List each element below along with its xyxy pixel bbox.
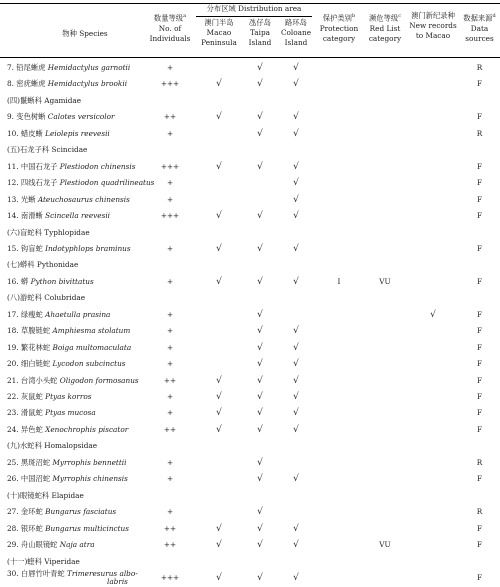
table-row [0, 422, 500, 439]
species-name: 11. 中国石龙子 Plestiodon chinensis [7, 161, 136, 171]
redlist-cell [363, 126, 407, 143]
abundance-cell: ++ [163, 375, 177, 385]
redlist-cell [363, 471, 407, 488]
family-row [0, 142, 500, 159]
newrecord-cell [407, 405, 459, 422]
family-label: (七)蟒科 Pythonidae [7, 260, 79, 270]
macao-cell: √ [216, 243, 222, 254]
coloane-cell: √ [293, 79, 299, 90]
coloane-cell: √ [293, 161, 299, 172]
abundance-cell: + [166, 474, 174, 484]
table-row [0, 208, 500, 225]
coloane-cell: √ [293, 243, 299, 254]
macao-cell: √ [216, 540, 222, 551]
species-name: 29. 舟山眼镜蛇 Naja atra [7, 540, 95, 550]
redlist-cell [363, 323, 407, 340]
abundance-cell: + [166, 63, 174, 72]
taipa-cell: √ [257, 375, 263, 386]
family-label: (十一)蝰科 Viperidae [7, 556, 80, 566]
taipa-cell: √ [257, 276, 263, 287]
table-row [0, 60, 500, 77]
protection-cell [315, 356, 363, 373]
redlist-cell [363, 405, 407, 422]
abundance-cell: ++ [163, 523, 177, 533]
macao-cell: √ [216, 392, 222, 402]
species-name: 15. 钩盲蛇 Indotyphlops braminus [7, 243, 131, 253]
datasource-cell: F [476, 243, 483, 253]
species-name: 28. 银环蛇 Bungarus multicinctus [7, 523, 129, 533]
taipa-cell: √ [257, 408, 263, 419]
taipa-cell: √ [257, 161, 263, 172]
taipa-cell: √ [257, 507, 263, 518]
abundance-cell: + [166, 309, 174, 319]
protection-cell [315, 307, 363, 324]
header-taipa: 氹仔岛 Taipa Island [248, 18, 272, 48]
table-row [0, 241, 500, 258]
taipa-cell: √ [257, 474, 263, 485]
abundance-cell: ++ [163, 112, 177, 122]
newrecord-cell [407, 504, 459, 521]
header-redlist: 濒危等级$^c$ Red List category [368, 13, 402, 43]
species-name: 14. 南滑蜥 Scincella reevesii [7, 211, 110, 221]
datasource-cell: F [476, 375, 483, 385]
datasource-cell: F [476, 112, 483, 122]
protection-cell [315, 537, 363, 554]
species-name: 20. 细白链蛇 Lycodon subcinctus [7, 359, 126, 369]
abundance-cell: + [166, 507, 174, 517]
redlist-cell [363, 192, 407, 209]
datasource-cell: F [476, 424, 483, 434]
newrecord-cell [407, 570, 459, 587]
header-distribution: 分布区域 Distribution area [206, 4, 302, 13]
species-name: 27. 金环蛇 Bungarus fasciatus [7, 507, 117, 517]
macao-cell [196, 126, 242, 143]
datasource-cell: R [476, 128, 483, 138]
taipa-cell: √ [257, 424, 263, 435]
species-name: 7. 铅尾蜥虎 Hemidactylus garnotii [7, 63, 131, 72]
table-row [0, 192, 500, 209]
coloane-cell: √ [293, 572, 299, 583]
family-row [0, 225, 500, 242]
datasource-cell: F [476, 161, 483, 171]
protection-cell [315, 504, 363, 521]
redlist-cell [363, 159, 407, 176]
table-row [0, 274, 500, 291]
newrecord-cell [407, 274, 459, 291]
coloane-cell [278, 307, 314, 324]
header-abundance: 数量等级$^a$ No. of Individuals [149, 13, 191, 43]
family-row [0, 488, 500, 505]
abundance-cell: + [166, 276, 174, 286]
taipa-cell: √ [257, 457, 263, 468]
datasource-cell: F [476, 540, 483, 550]
macao-cell [196, 471, 242, 488]
abundance-cell: + [166, 178, 174, 188]
newrecord-cell [407, 192, 459, 209]
datasource-cell: F [476, 309, 483, 319]
abundance-cell: + [166, 243, 174, 253]
taipa-cell: √ [257, 359, 263, 370]
family-row [0, 93, 500, 110]
coloane-cell: √ [293, 375, 299, 386]
header-datasources: 数据来源$^d$ Data sources [463, 13, 496, 43]
abundance-cell: +++ [160, 572, 180, 582]
abundance-cell: + [166, 457, 174, 467]
datasource-cell: F [476, 276, 483, 286]
macao-cell [196, 175, 242, 192]
coloane-cell: √ [293, 63, 299, 73]
redlist-cell [363, 241, 407, 258]
datasource-cell: F [476, 194, 483, 204]
newrecord-cell [407, 373, 459, 390]
datasource-cell: F [476, 474, 483, 484]
macao-cell: √ [216, 408, 222, 419]
macao-cell [196, 307, 242, 324]
macao-cell: √ [216, 523, 222, 534]
macao-cell: √ [216, 79, 222, 90]
redlist-cell [363, 521, 407, 538]
macao-cell [196, 455, 242, 472]
coloane-cell: √ [293, 211, 299, 222]
taipa-cell: √ [257, 326, 263, 337]
family-label: (八)游蛇科 Colubridae [7, 293, 86, 303]
newrecord-cell [407, 455, 459, 472]
species-name: 24. 异色蛇 Xenochrophis piscator [7, 424, 129, 434]
family-row [0, 290, 500, 307]
redlist-cell [363, 76, 407, 93]
taipa-cell: √ [257, 63, 263, 73]
protection-cell [315, 405, 363, 422]
table-row [0, 76, 500, 93]
taipa-cell: √ [257, 572, 263, 583]
redlist-cell [363, 504, 407, 521]
table-row [0, 570, 500, 587]
datasource-cell: F [476, 211, 483, 221]
abundance-cell: + [166, 194, 174, 204]
protection-cell [315, 373, 363, 390]
table-row [0, 126, 500, 143]
header-rule [0, 57, 500, 58]
macao-cell: √ [216, 211, 222, 222]
species-name: 18. 草腹链蛇 Amphiesma stolatum [7, 326, 131, 336]
coloane-cell: √ [293, 112, 299, 123]
species-name: 9. 变色树蜥 Calotes versicolor [7, 112, 115, 122]
newrecord-cell [407, 471, 459, 488]
species-name: 10. 蜡皮蜥 Leiolepis reevesii [7, 128, 110, 138]
table-row [0, 471, 500, 488]
coloane-cell: √ [293, 342, 299, 353]
datasource-cell: F [476, 359, 483, 369]
family-label: (五)石龙子科 Scincidae [7, 145, 88, 155]
abundance-cell: + [166, 392, 174, 401]
taipa-cell [242, 192, 278, 209]
taipa-cell: √ [257, 392, 263, 402]
species-name: 21. 台湾小头蛇 Oligodon formosanus [7, 375, 139, 385]
newrecord-cell [407, 175, 459, 192]
family-row [0, 257, 500, 274]
coloane-cell: √ [293, 359, 299, 370]
macao-cell [196, 356, 242, 373]
protection-cell [315, 521, 363, 538]
species-name: 30. 白唇竹叶青蛇 Trimeresurus albo- labris [7, 568, 138, 587]
protection-cell [315, 76, 363, 93]
redlist-cell [363, 340, 407, 357]
redlist-cell [363, 175, 407, 192]
abundance-cell: + [166, 408, 174, 418]
newrecord-cell [407, 109, 459, 126]
header-species: 物种 Species [62, 29, 108, 38]
redlist-cell [363, 570, 407, 587]
macao-cell: √ [216, 112, 222, 123]
newrecord-cell [407, 340, 459, 357]
datasource-cell: F [476, 342, 483, 352]
newrecord-cell [407, 323, 459, 340]
species-name: 17. 绿瘦蛇 Ahaetulla prasina [7, 309, 111, 319]
taipa-cell [242, 175, 278, 192]
taipa-cell: √ [257, 79, 263, 90]
newrecord-cell [407, 159, 459, 176]
redlist-cell [363, 60, 407, 77]
newrecord-cell [407, 60, 459, 77]
protection-cell [315, 241, 363, 258]
datasource-cell: F [476, 408, 483, 418]
taipa-cell: √ [257, 540, 263, 551]
newrecord-cell [407, 241, 459, 258]
protection-cell [315, 192, 363, 209]
table-row [0, 356, 500, 373]
protection-cell [315, 570, 363, 587]
table-row [0, 537, 500, 554]
redlist-cell [363, 208, 407, 225]
redlist-cell [363, 307, 407, 324]
redlist-cell [363, 109, 407, 126]
datasource-cell: R [476, 507, 483, 517]
taipa-cell: √ [257, 112, 263, 123]
table-row [0, 109, 500, 126]
coloane-cell: √ [293, 276, 299, 287]
abundance-cell: + [166, 359, 174, 369]
header-coloane: 路环岛 Coloane Island [280, 18, 312, 48]
newrecord-cell [407, 537, 459, 554]
species-name: 8. 密疣蜥虎 Hemidactylus brookii [7, 79, 128, 89]
newrecord-cell [407, 389, 459, 406]
family-row [0, 554, 500, 571]
protection-cell [315, 340, 363, 357]
coloane-cell: √ [293, 408, 299, 419]
coloane-cell: √ [293, 392, 299, 402]
macao-cell: √ [216, 375, 222, 386]
macao-cell: √ [216, 276, 222, 287]
redlist-cell [363, 389, 407, 406]
macao-cell [196, 504, 242, 521]
abundance-cell: ++ [163, 540, 177, 550]
abundance-cell: +++ [160, 79, 180, 89]
macao-cell [196, 192, 242, 209]
protection-cell [315, 455, 363, 472]
redlist-cell: VU [379, 540, 391, 550]
table-row [0, 389, 500, 406]
newrecord-cell [407, 126, 459, 143]
abundance-cell: + [166, 342, 174, 352]
macao-cell [196, 323, 242, 340]
datasource-cell: F [476, 572, 483, 582]
datasource-cell: R [476, 63, 483, 72]
coloane-cell: √ [293, 474, 299, 485]
coloane-cell: √ [293, 540, 299, 551]
species-name: 13. 光蜥 Ateuchosaurus chinensis [7, 194, 130, 204]
abundance-cell: +++ [160, 161, 180, 171]
datasource-cell: F [476, 79, 483, 89]
newrecord-cell [407, 521, 459, 538]
redlist-cell [363, 422, 407, 439]
family-label: (六)盲蛇科 Typhlopidae [7, 227, 90, 237]
table-row [0, 323, 500, 340]
newrecord-cell [407, 76, 459, 93]
taipa-cell: √ [257, 309, 263, 320]
taipa-cell: √ [257, 128, 263, 139]
species-name: 22. 灰鼠蛇 Ptyas korros [7, 392, 92, 401]
family-label: (四)鬣蜥科 Agamidae [7, 95, 82, 105]
species-name: 16. 蟒 Python bivittatus [7, 276, 94, 286]
datasource-cell: F [476, 326, 483, 336]
family-label: (九)水蛇科 Homalopsidae [7, 441, 98, 451]
taipa-cell: √ [257, 211, 263, 222]
species-name: 23. 滑鼠蛇 Ptyas mucosa [7, 408, 96, 418]
redlist-cell: VU [379, 276, 391, 286]
protection-cell [315, 422, 363, 439]
table-row [0, 159, 500, 176]
protection-cell [315, 109, 363, 126]
datasource-cell: F [476, 392, 483, 401]
family-label: (十)眼镜蛇科 Elapidae [7, 490, 84, 500]
protection-cell [315, 126, 363, 143]
coloane-cell [278, 504, 314, 521]
protection-cell [315, 208, 363, 225]
redlist-cell [363, 455, 407, 472]
abundance-cell: + [166, 128, 174, 138]
datasource-cell: F [476, 178, 483, 188]
newrecord-cell [407, 422, 459, 439]
protection-cell: I [337, 276, 341, 286]
table-row [0, 405, 500, 422]
header-protection: 保护类别$^b$ Protection category [319, 13, 359, 43]
header-macao: 澳门半岛 Macao Peninsula [201, 18, 237, 48]
taipa-cell: √ [257, 523, 263, 534]
species-name: 19. 繁花林蛇 Boiga multomaculata [7, 342, 132, 352]
newrecord-cell [407, 356, 459, 373]
taipa-cell: √ [257, 342, 263, 353]
macao-cell [196, 340, 242, 357]
protection-cell [315, 60, 363, 77]
macao-cell: √ [216, 572, 222, 583]
species-name: 26. 中国沼蛇 Myrrophis chinensis [7, 474, 128, 484]
table-row [0, 175, 500, 192]
table-row [0, 504, 500, 521]
macao-cell: √ [216, 161, 222, 172]
redlist-cell [363, 356, 407, 373]
table-row [0, 340, 500, 357]
species-name: 25. 黑斑沼蛇 Myrrophis bennettii [7, 457, 127, 467]
macao-cell: √ [216, 424, 222, 435]
distribution-subrule [196, 16, 312, 17]
coloane-cell: √ [293, 326, 299, 337]
coloane-cell: √ [293, 194, 299, 205]
protection-cell [315, 175, 363, 192]
coloane-cell: √ [293, 424, 299, 435]
newrecord-cell [407, 208, 459, 225]
coloane-cell: √ [293, 523, 299, 534]
species-name: 12. 四线石龙子 Plestiodon quadrilineatus [7, 178, 155, 188]
protection-cell [315, 471, 363, 488]
protection-cell [315, 159, 363, 176]
abundance-cell: + [166, 326, 174, 336]
newrecord-cell: √ [430, 309, 436, 320]
datasource-cell: F [476, 523, 483, 533]
datasource-cell: R [476, 457, 483, 467]
coloane-cell: √ [293, 128, 299, 139]
redlist-cell [363, 373, 407, 390]
table-row [0, 373, 500, 390]
macao-cell [196, 60, 242, 77]
taipa-cell: √ [257, 243, 263, 254]
table-row [0, 521, 500, 538]
table-row [0, 455, 500, 472]
abundance-cell: +++ [160, 211, 180, 221]
protection-cell [315, 389, 363, 406]
header-newrecords: 澳门新纪录种 New records to Macao [409, 11, 457, 41]
abundance-cell: ++ [163, 424, 177, 434]
table-row [0, 307, 500, 324]
coloane-cell: √ [293, 178, 299, 189]
family-row [0, 438, 500, 455]
coloane-cell [278, 455, 314, 472]
protection-cell [315, 323, 363, 340]
